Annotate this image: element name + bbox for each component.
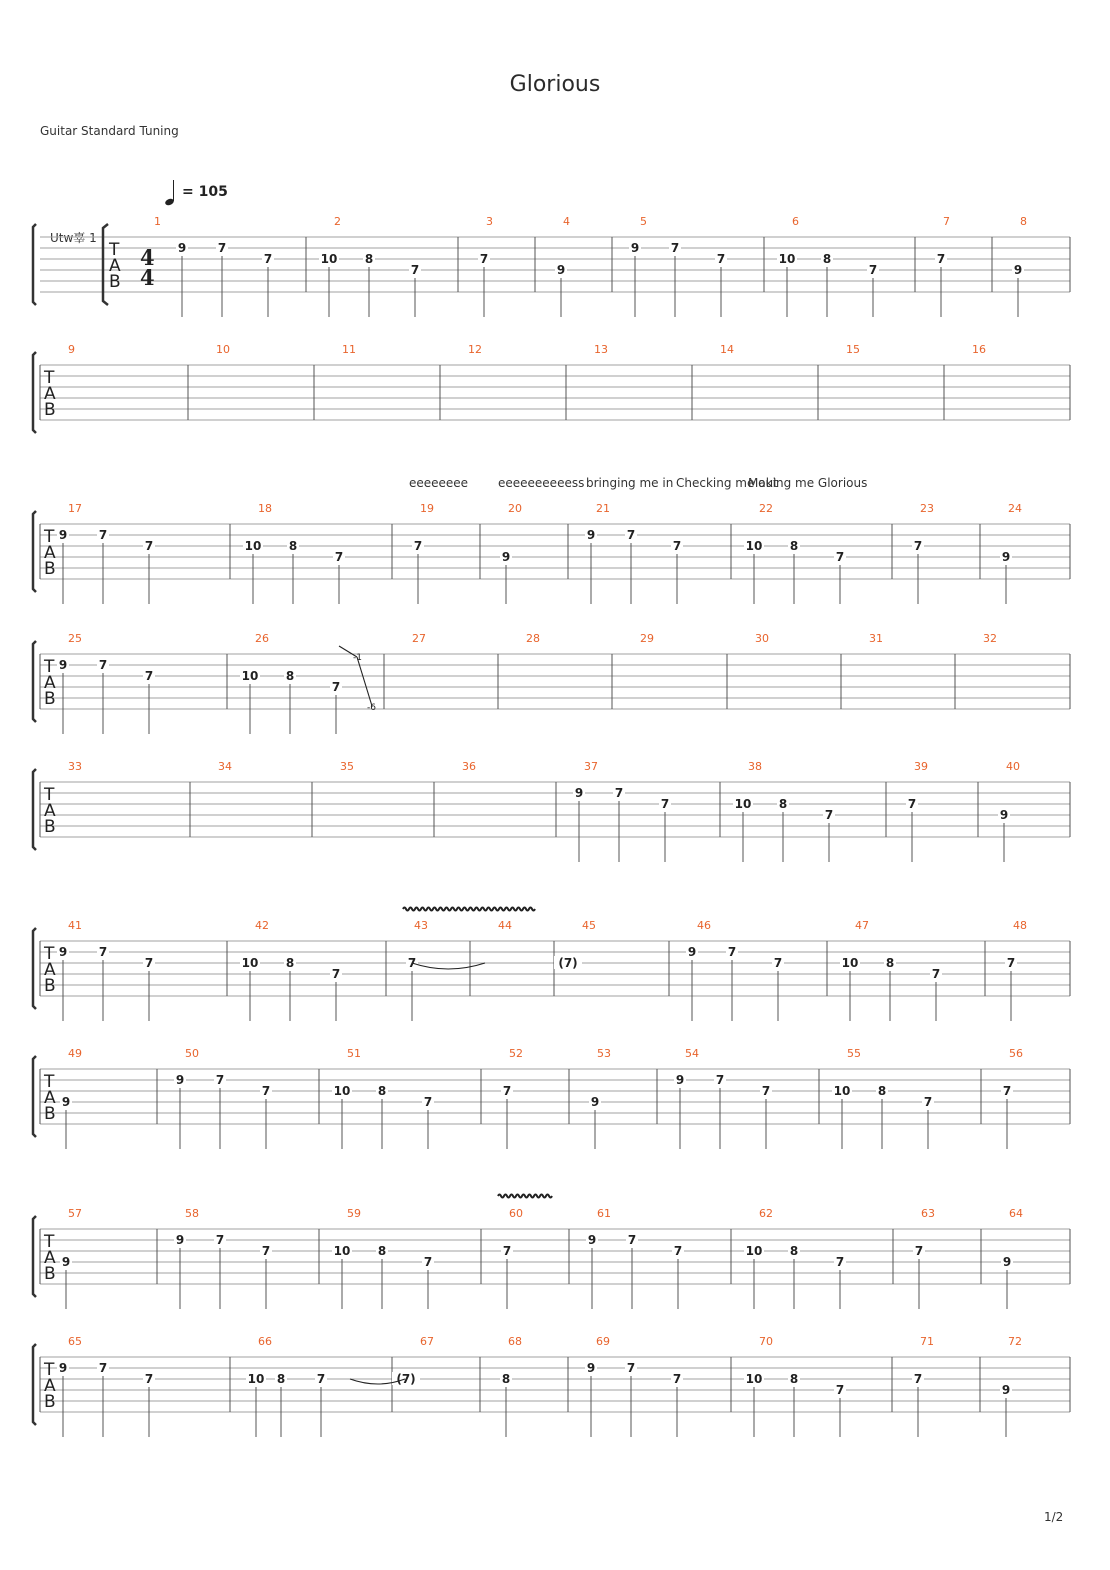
fret-number: 7 (716, 252, 726, 266)
measure-number: 60 (509, 1207, 523, 1220)
fret-number: 9 (586, 528, 596, 542)
fret-number: 8 (377, 1244, 387, 1258)
measure-number: 24 (1008, 502, 1022, 515)
fret-number: 7 (672, 539, 682, 553)
fret-number: 7 (144, 956, 154, 970)
fret-number: 7 (502, 1244, 512, 1258)
measure-number: 69 (596, 1335, 610, 1348)
fret-number: 7 (215, 1233, 225, 1247)
measure-number: 21 (596, 502, 610, 515)
fret-number: 10 (841, 956, 859, 970)
measure-number: 70 (759, 1335, 773, 1348)
fret-number: 8 (778, 797, 788, 811)
fret-number: 7 (217, 241, 227, 255)
fret-number: (7) (558, 956, 578, 970)
fret-number: 8 (789, 539, 799, 553)
fret-number: 9 (590, 1095, 600, 1109)
tab-system (33, 1207, 1070, 1309)
page-number: 1/2 (1044, 1510, 1064, 1524)
tab-system (33, 919, 1070, 1021)
system-bracket (33, 1344, 36, 1425)
fret-number: 7 (263, 252, 273, 266)
fret-number: 7 (316, 1372, 326, 1386)
tab-system (33, 1335, 1070, 1437)
fret-number: 10 (778, 252, 796, 266)
measure-number: 17 (68, 502, 82, 515)
slide-line (357, 657, 372, 706)
tab-clef-letter: T (44, 527, 55, 547)
fret-number: 7 (773, 956, 783, 970)
time-signature-top: 4 (140, 245, 155, 270)
tempo-value: = 105 (182, 184, 228, 200)
fret-number: 7 (907, 797, 917, 811)
measure-number: 66 (258, 1335, 272, 1348)
measure-number: 47 (855, 919, 869, 932)
tie-arc (412, 963, 485, 969)
fret-number: 7 (423, 1255, 433, 1269)
measure-number: 7 (943, 215, 950, 228)
measure-number: 9 (68, 343, 75, 356)
measure-number: 4 (563, 215, 570, 228)
fret-number: 7 (1006, 956, 1016, 970)
fret-number: 7 (479, 252, 489, 266)
fret-number: 8 (789, 1244, 799, 1258)
fret-number: 7 (670, 241, 680, 255)
fret-number: 7 (144, 539, 154, 553)
measure-number: 67 (420, 1335, 434, 1348)
fret-number: 7 (914, 1244, 924, 1258)
lyric-syllable: eeeeeeeeeess (498, 476, 585, 490)
measure-number: 34 (218, 760, 232, 773)
tab-system (33, 215, 1070, 317)
slide-fret: -1 (353, 653, 362, 663)
measure-number: 36 (462, 760, 476, 773)
measure-number: 46 (697, 919, 711, 932)
tab-clef-letter: B (109, 272, 121, 292)
measure-number: 23 (920, 502, 934, 515)
fret-number: 9 (1001, 1383, 1011, 1397)
slide-fret: -6 (367, 703, 376, 713)
fret-number: 8 (877, 1084, 887, 1098)
fret-number: 8 (288, 539, 298, 553)
fret-number: 7 (626, 528, 636, 542)
fret-number: 8 (364, 252, 374, 266)
tab-clef-letter: A (44, 1376, 56, 1396)
system-bracket (33, 224, 36, 305)
measure-number: 65 (68, 1335, 82, 1348)
system-bracket (33, 769, 36, 850)
tuning-label: Guitar Standard Tuning (40, 124, 179, 138)
measure-number: 30 (755, 632, 769, 645)
fret-number: 9 (556, 263, 566, 277)
fret-number: 9 (61, 1095, 71, 1109)
tab-clef-letter: A (44, 673, 56, 693)
fret-number: 9 (687, 945, 697, 959)
tab-clef-letter: B (44, 1264, 56, 1284)
system-bracket (33, 511, 36, 592)
fret-number: 7 (673, 1244, 683, 1258)
fret-number: 7 (868, 263, 878, 277)
measure-number: 22 (759, 502, 773, 515)
fret-number: 10 (734, 797, 752, 811)
fret-number: 7 (98, 945, 108, 959)
measure-number: 44 (498, 919, 512, 932)
fret-number: 10 (244, 539, 262, 553)
measure-number: 50 (185, 1047, 199, 1060)
fret-number: 8 (285, 956, 295, 970)
fret-number: 9 (177, 241, 187, 255)
fret-number: 7 (413, 539, 423, 553)
fret-number: 9 (58, 1361, 68, 1375)
fret-number: 9 (1002, 1255, 1012, 1269)
fret-number: 7 (923, 1095, 933, 1109)
fret-number: 10 (745, 1244, 763, 1258)
tab-clef-letter: T (109, 240, 120, 260)
fret-number: 9 (58, 658, 68, 672)
tab-clef-letter: A (44, 384, 56, 404)
fret-number: 9 (574, 786, 584, 800)
fret-number: 7 (261, 1244, 271, 1258)
fret-number: 7 (626, 1361, 636, 1375)
measure-number: 71 (920, 1335, 934, 1348)
fret-number: 9 (1001, 550, 1011, 564)
fret-number: 10 (745, 539, 763, 553)
fret-number: 9 (587, 1233, 597, 1247)
lyric-syllable: Making me Glorious (748, 476, 868, 490)
fret-number: 10 (333, 1244, 351, 1258)
fret-number: 7 (835, 550, 845, 564)
measure-number: 72 (1008, 1335, 1022, 1348)
fret-number: (7) (396, 1372, 416, 1386)
measure-number: 2 (334, 215, 341, 228)
measure-number: 51 (347, 1047, 361, 1060)
fret-number: 7 (98, 658, 108, 672)
measure-number: 5 (640, 215, 647, 228)
fret-number: 10 (333, 1084, 351, 1098)
fret-number: 10 (745, 1372, 763, 1386)
measure-number: 27 (412, 632, 426, 645)
measure-number: 33 (68, 760, 82, 773)
fret-number: 7 (824, 808, 834, 822)
fret-number: 8 (885, 956, 895, 970)
lyric-syllable: Checking me out (676, 476, 778, 490)
measure-number: 58 (185, 1207, 199, 1220)
tab-clef-letter: A (44, 543, 56, 563)
tab-clef-letter: T (44, 368, 55, 388)
fret-number: 9 (1013, 263, 1023, 277)
tab-clef-letter: B (44, 976, 56, 996)
fret-number: 9 (58, 528, 68, 542)
fret-number: 10 (247, 1372, 265, 1386)
lyric-syllable: bringing me in (586, 476, 674, 490)
tab-clef-letter: A (44, 1088, 56, 1108)
measure-number: 31 (869, 632, 883, 645)
system-bracket (33, 1216, 36, 1297)
measure-number: 40 (1006, 760, 1020, 773)
fret-number: 10 (241, 669, 259, 683)
measure-number: 43 (414, 919, 428, 932)
tab-clef-letter: T (44, 785, 55, 805)
time-signature-bottom: 4 (140, 265, 155, 290)
tab-system (33, 502, 1070, 604)
measure-number: 39 (914, 760, 928, 773)
fret-number: 8 (822, 252, 832, 266)
tab-clef-letter: B (44, 689, 56, 709)
fret-number: 7 (423, 1095, 433, 1109)
vibrato-mark (498, 1195, 552, 1198)
fret-number: 7 (407, 956, 417, 970)
fret-number: 9 (175, 1073, 185, 1087)
measure-number: 16 (972, 343, 986, 356)
measure-number: 3 (486, 215, 493, 228)
measure-number: 53 (597, 1047, 611, 1060)
measure-number: 62 (759, 1207, 773, 1220)
measure-number: 13 (594, 343, 608, 356)
tab-clef-letter: A (44, 1248, 56, 1268)
tab-clef-letter: B (44, 559, 56, 579)
measure-number: 64 (1009, 1207, 1023, 1220)
fret-number: 7 (261, 1084, 271, 1098)
tab-clef-letter: B (44, 1104, 56, 1124)
measure-number: 37 (584, 760, 598, 773)
fret-number: 10 (320, 252, 338, 266)
fret-number: 7 (98, 1361, 108, 1375)
fret-number: 7 (410, 263, 420, 277)
fret-number: 8 (789, 1372, 799, 1386)
fret-number: 7 (715, 1073, 725, 1087)
measure-number: 6 (792, 215, 799, 228)
fret-number: 7 (334, 550, 344, 564)
fret-number: 9 (175, 1233, 185, 1247)
measure-number: 57 (68, 1207, 82, 1220)
fret-number: 7 (98, 528, 108, 542)
fret-number: 7 (144, 669, 154, 683)
measure-number: 48 (1013, 919, 1027, 932)
tab-clef-letter: T (44, 657, 55, 677)
fret-number: 8 (377, 1084, 387, 1098)
measure-number: 12 (468, 343, 482, 356)
fret-number: 9 (58, 945, 68, 959)
measure-number: 11 (342, 343, 356, 356)
fret-number: 8 (285, 669, 295, 683)
track-bracket (103, 224, 108, 305)
measure-number: 8 (1020, 215, 1027, 228)
fret-number: 7 (1002, 1084, 1012, 1098)
system-bracket (33, 641, 36, 722)
tab-clef-letter: T (44, 1360, 55, 1380)
measure-number: 42 (255, 919, 269, 932)
tab-clef-letter: B (44, 817, 56, 837)
fret-number: 7 (672, 1372, 682, 1386)
fret-number: 8 (501, 1372, 511, 1386)
fret-number: 7 (913, 1372, 923, 1386)
measure-number: 10 (216, 343, 230, 356)
measure-number: 26 (255, 632, 269, 645)
fret-number: 9 (630, 241, 640, 255)
measure-number: 18 (258, 502, 272, 515)
fret-number: 9 (586, 1361, 596, 1375)
tab-clef-letter: T (44, 944, 55, 964)
song-title: Glorious (509, 72, 601, 97)
fret-number: 7 (331, 680, 341, 694)
tab-system (33, 760, 1070, 862)
system-bracket (33, 352, 36, 433)
fret-number: 7 (936, 252, 946, 266)
fret-number: 7 (761, 1084, 771, 1098)
tab-clef-letter: B (44, 400, 56, 420)
system-bracket (33, 1056, 36, 1137)
fret-number: 7 (627, 1233, 637, 1247)
fret-number: 9 (675, 1073, 685, 1087)
fret-number: 7 (215, 1073, 225, 1087)
measure-number: 52 (509, 1047, 523, 1060)
measure-number: 49 (68, 1047, 82, 1060)
fret-number: 7 (660, 797, 670, 811)
fret-number: 7 (727, 945, 737, 959)
fret-number: 7 (913, 539, 923, 553)
measure-number: 45 (582, 919, 596, 932)
measure-number: 1 (154, 215, 161, 228)
tab-clef-letter: B (44, 1392, 56, 1412)
measure-number: 29 (640, 632, 654, 645)
measure-number: 68 (508, 1335, 522, 1348)
fret-number: 9 (999, 808, 1009, 822)
measure-number: 61 (597, 1207, 611, 1220)
measure-number: 19 (420, 502, 434, 515)
measure-number: 38 (748, 760, 762, 773)
measure-number: 41 (68, 919, 82, 932)
tab-system (33, 343, 1070, 433)
measure-number: 56 (1009, 1047, 1023, 1060)
measure-number: 20 (508, 502, 522, 515)
fret-number: 10 (833, 1084, 851, 1098)
fret-number: 10 (241, 956, 259, 970)
measure-number: 28 (526, 632, 540, 645)
system-bracket (33, 928, 36, 1009)
measure-number: 32 (983, 632, 997, 645)
fret-number: 9 (501, 550, 511, 564)
measure-number: 59 (347, 1207, 361, 1220)
track-name: Utw辜 1 (50, 231, 97, 245)
fret-number: 7 (331, 967, 341, 981)
fret-number: 7 (502, 1084, 512, 1098)
tab-system (33, 1047, 1070, 1149)
tab-clef-letter: A (109, 256, 121, 276)
fret-number: 7 (144, 1372, 154, 1386)
fret-number: 8 (276, 1372, 286, 1386)
measure-number: 63 (921, 1207, 935, 1220)
fret-number: 7 (614, 786, 624, 800)
vibrato-mark (403, 908, 535, 911)
fret-number: 7 (835, 1383, 845, 1397)
measure-number: 15 (846, 343, 860, 356)
tab-clef-letter: T (44, 1232, 55, 1252)
measure-number: 25 (68, 632, 82, 645)
tab-clef-letter: A (44, 801, 56, 821)
measure-number: 54 (685, 1047, 699, 1060)
fret-number: 7 (835, 1255, 845, 1269)
measure-number: 35 (340, 760, 354, 773)
fret-number: 9 (61, 1255, 71, 1269)
tab-clef-letter: T (44, 1072, 55, 1092)
lyric-syllable: eeeeeeee (409, 476, 469, 490)
tab-system (33, 632, 1070, 734)
tab-clef-letter: A (44, 960, 56, 980)
measure-number: 14 (720, 343, 734, 356)
fret-number: 7 (931, 967, 941, 981)
measure-number: 55 (847, 1047, 861, 1060)
